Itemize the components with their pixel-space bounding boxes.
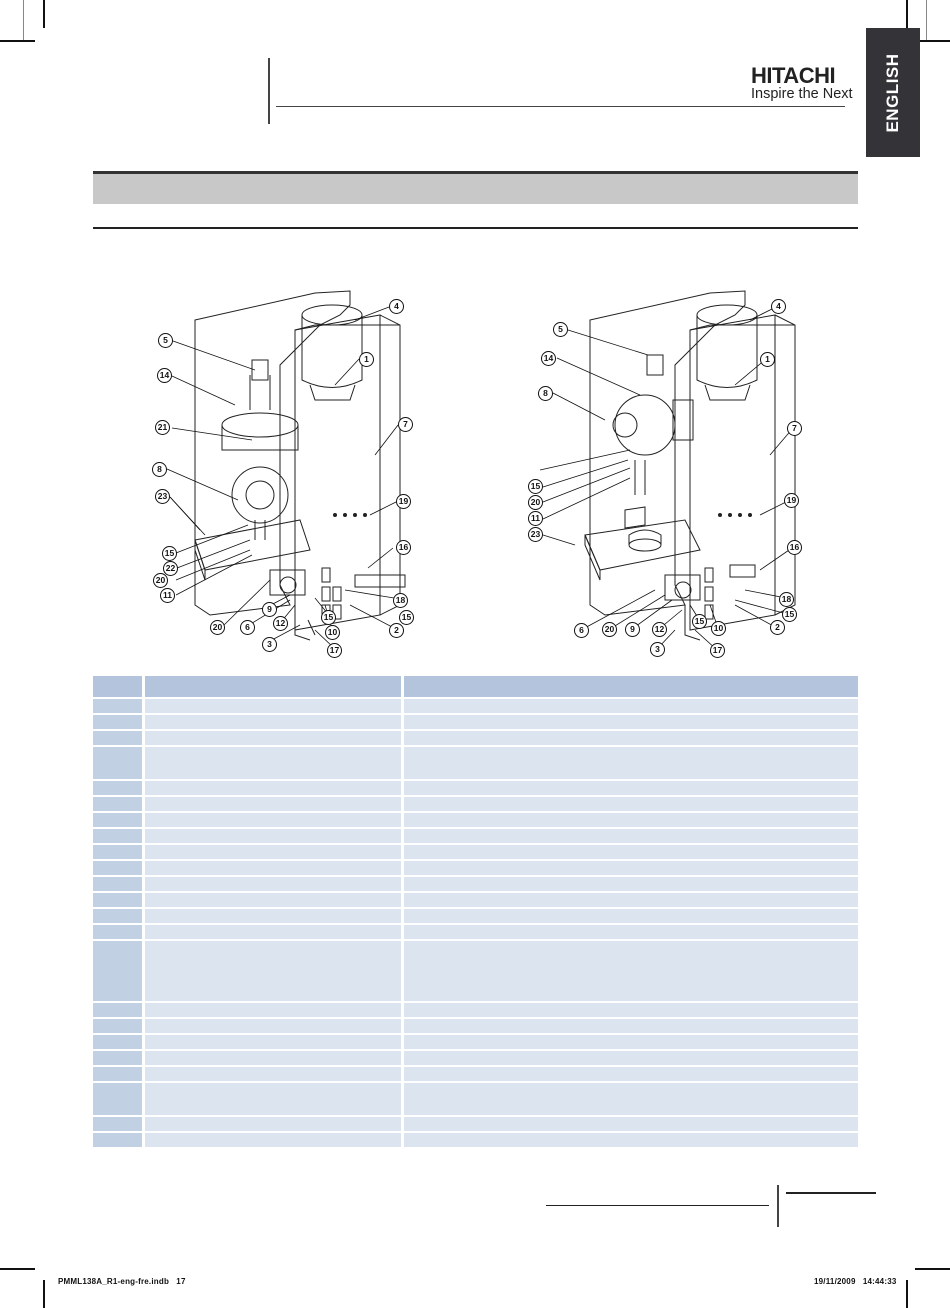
parts-table-row [93, 715, 858, 729]
parts-num-cell [93, 1003, 142, 1017]
callout-9: 9 [625, 622, 640, 637]
parts-table [93, 674, 858, 1149]
language-tab: ENGLISH [866, 28, 920, 157]
footer-timestamp: 19/11/2009 14:44:33 [814, 1277, 897, 1286]
parts-name-cell [142, 731, 401, 745]
callout-14: 14 [541, 351, 556, 366]
parts-name-cell [142, 1051, 401, 1065]
parts-table-row [93, 829, 858, 843]
parts-num-cell [93, 1133, 142, 1147]
parts-desc-cell [401, 731, 858, 745]
parts-name-cell [142, 781, 401, 795]
parts-table-row [93, 781, 858, 795]
parts-name-cell [142, 861, 401, 875]
parts-name-cell [142, 941, 401, 1001]
parts-table-row [93, 813, 858, 827]
parts-desc-cell [401, 1035, 858, 1049]
callout-6: 6 [240, 620, 255, 635]
parts-num-cell [93, 715, 142, 729]
parts-desc-cell [401, 893, 858, 907]
parts-desc-cell [401, 813, 858, 827]
parts-table-row [93, 1083, 858, 1115]
callout-8: 8 [538, 386, 553, 401]
parts-name-cell [142, 747, 401, 779]
callout-21: 21 [155, 420, 170, 435]
callout-23: 23 [528, 527, 543, 542]
parts-desc-cell [401, 829, 858, 843]
parts-name-cell [142, 1035, 401, 1049]
callout-15c: 15 [692, 614, 707, 629]
callout-1: 1 [359, 352, 374, 367]
header-num-cell [93, 676, 142, 697]
parts-num-cell [93, 781, 142, 795]
parts-num-cell [93, 845, 142, 859]
parts-num-cell [93, 1083, 142, 1115]
crop-mark [43, 1280, 45, 1308]
parts-name-cell [142, 893, 401, 907]
callout-15b: 15 [399, 610, 414, 625]
callout-10: 10 [711, 621, 726, 636]
callout-2: 2 [770, 620, 785, 635]
parts-desc-cell [401, 941, 858, 1001]
parts-desc-cell [401, 861, 858, 875]
crop-mark [0, 1268, 35, 1270]
hitachi-logo: HITACHI [751, 63, 836, 88]
parts-desc-cell [401, 781, 858, 795]
parts-desc-cell [401, 1067, 858, 1081]
header-desc-cell [401, 676, 858, 697]
callout-4: 4 [771, 299, 786, 314]
parts-table-row [93, 941, 858, 1001]
parts-table-row [93, 747, 858, 779]
callout-15: 15 [528, 479, 543, 494]
callout-6: 6 [574, 623, 589, 638]
callout-17: 17 [327, 643, 342, 658]
parts-name-cell [142, 909, 401, 923]
callout-15: 15 [162, 546, 177, 561]
callout-19: 19 [784, 493, 799, 508]
parts-name-cell [142, 1003, 401, 1017]
callout-1: 1 [760, 352, 775, 367]
parts-table-row [93, 1051, 858, 1065]
footer-rule-left [546, 1205, 769, 1206]
parts-desc-cell [401, 1117, 858, 1131]
parts-table-row [93, 893, 858, 907]
footer-rule-right [786, 1192, 876, 1194]
parts-desc-cell [401, 797, 858, 811]
parts-desc-cell [401, 1083, 858, 1115]
parts-desc-cell [401, 925, 858, 939]
parts-desc-cell [401, 845, 858, 859]
parts-table-row [93, 699, 858, 713]
parts-name-cell [142, 877, 401, 891]
callout-12: 12 [652, 622, 667, 637]
parts-name-cell [142, 813, 401, 827]
parts-desc-cell [401, 909, 858, 923]
parts-num-cell [93, 829, 142, 843]
callout-14: 14 [157, 368, 172, 383]
parts-desc-cell [401, 715, 858, 729]
parts-table-body [93, 699, 858, 1147]
parts-num-cell [93, 861, 142, 875]
parts-num-cell [93, 797, 142, 811]
parts-num-cell [93, 1035, 142, 1049]
callout-22: 22 [163, 561, 178, 576]
parts-num-cell [93, 925, 142, 939]
callout-15c: 15 [321, 610, 336, 625]
parts-table-row [93, 845, 858, 859]
parts-desc-cell [401, 747, 858, 779]
callout-16: 16 [396, 540, 411, 555]
parts-num-cell [93, 893, 142, 907]
callout-2: 2 [389, 623, 404, 638]
parts-num-cell [93, 1019, 142, 1033]
parts-table-row [93, 731, 858, 745]
parts-table-row [93, 925, 858, 939]
parts-table-row [93, 1067, 858, 1081]
parts-desc-cell [401, 699, 858, 713]
callout-12: 12 [273, 616, 288, 631]
hitachi-tagline: Inspire the Next [751, 86, 853, 102]
parts-name-cell [142, 1083, 401, 1115]
parts-desc-cell [401, 1051, 858, 1065]
parts-table-row [93, 877, 858, 891]
callout-5: 5 [158, 333, 173, 348]
callout-7: 7 [398, 417, 413, 432]
parts-name-cell [142, 699, 401, 713]
parts-table-row [93, 1019, 858, 1033]
parts-name-cell [142, 925, 401, 939]
parts-name-cell [142, 829, 401, 843]
parts-name-cell [142, 1133, 401, 1147]
crop-mark [906, 1280, 908, 1308]
callout-19: 19 [396, 494, 411, 509]
callout-11: 11 [160, 588, 175, 603]
parts-name-cell [142, 715, 401, 729]
callout-17: 17 [710, 643, 725, 658]
crop-mark [915, 1268, 950, 1270]
parts-table-row [93, 1117, 858, 1131]
callout-9: 9 [262, 602, 277, 617]
parts-name-cell [142, 845, 401, 859]
callout-20: 20 [528, 495, 543, 510]
callout-18: 18 [393, 593, 408, 608]
parts-num-cell [93, 1051, 142, 1065]
parts-num-cell [93, 699, 142, 713]
parts-num-cell [93, 1067, 142, 1081]
callout-8: 8 [152, 462, 167, 477]
parts-num-cell [93, 747, 142, 779]
callout-15b: 15 [782, 607, 797, 622]
callout-7: 7 [787, 421, 802, 436]
parts-name-cell [142, 797, 401, 811]
callout-3: 3 [262, 637, 277, 652]
parts-num-cell [93, 877, 142, 891]
callout-20b: 20 [210, 620, 225, 635]
parts-table-header [93, 676, 858, 697]
parts-name-cell [142, 1117, 401, 1131]
parts-desc-cell [401, 1003, 858, 1017]
parts-table-row [93, 797, 858, 811]
callout-11: 11 [528, 511, 543, 526]
callout-20: 20 [153, 573, 168, 588]
callout-23: 23 [155, 489, 170, 504]
parts-num-cell [93, 731, 142, 745]
parts-num-cell [93, 813, 142, 827]
footer-file-name: PMML138A_R1-eng-fre.indb 17 [58, 1277, 186, 1286]
callout-20b: 20 [602, 622, 617, 637]
parts-table-row [93, 861, 858, 875]
parts-name-cell [142, 1019, 401, 1033]
parts-desc-cell [401, 877, 858, 891]
callout-10: 10 [325, 625, 340, 640]
parts-num-cell [93, 1117, 142, 1131]
parts-table-row [93, 1133, 858, 1147]
parts-num-cell [93, 941, 142, 1001]
parts-num-cell [93, 909, 142, 923]
parts-desc-cell [401, 1133, 858, 1147]
header-name-cell [142, 676, 401, 697]
callout-5: 5 [553, 322, 568, 337]
footer-divider-vertical [777, 1185, 779, 1227]
callout-16: 16 [787, 540, 802, 555]
parts-table-row [93, 1035, 858, 1049]
callout-18: 18 [779, 592, 794, 607]
parts-table-row [93, 1003, 858, 1017]
parts-name-cell [142, 1067, 401, 1081]
callout-4: 4 [389, 299, 404, 314]
callout-3: 3 [650, 642, 665, 657]
parts-table-row [93, 909, 858, 923]
parts-desc-cell [401, 1019, 858, 1033]
